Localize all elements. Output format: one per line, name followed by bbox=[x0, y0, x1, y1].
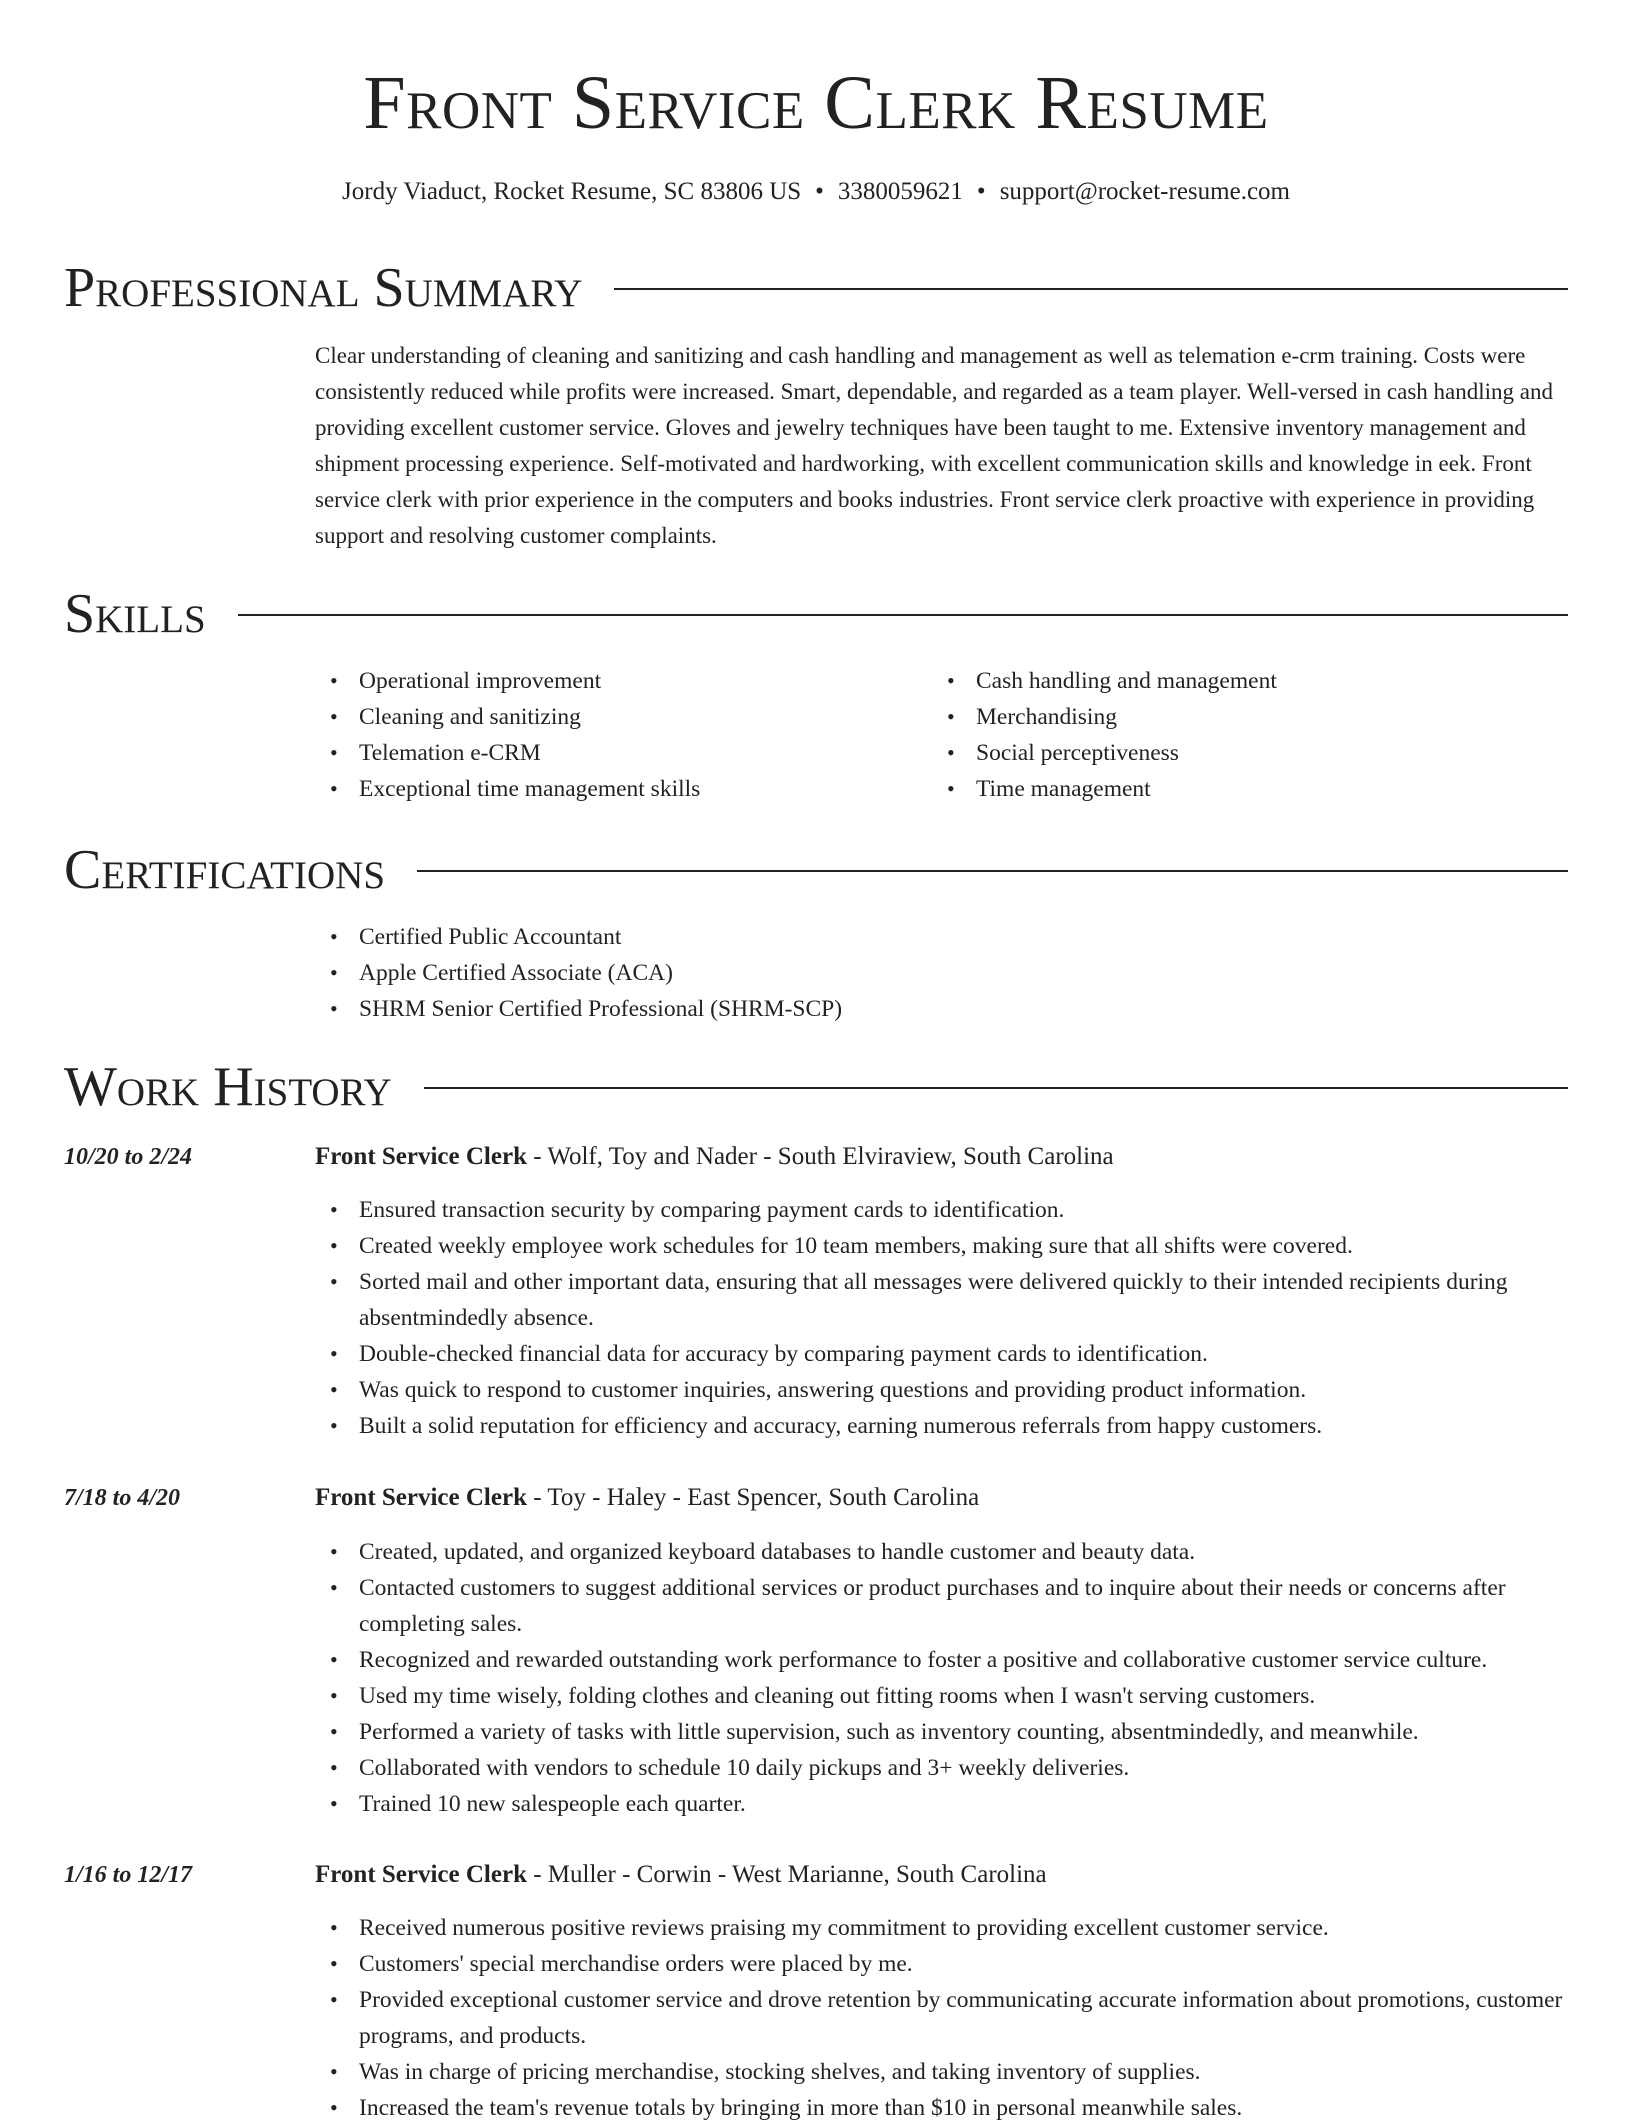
skill-item: • Telemation e-CRM bbox=[315, 735, 915, 771]
job-heading bbox=[315, 1857, 1047, 1893]
contact-line bbox=[0, 174, 1632, 210]
job-bullets bbox=[315, 1910, 1575, 2126]
contact-email[interactable]: support@rocket-resume.com bbox=[999, 178, 1290, 205]
job-title: Front Service Clerk bbox=[315, 1143, 527, 1170]
resume-title: Front Service Clerk Resume bbox=[363, 61, 1269, 145]
skill-item: • Cash handling and management bbox=[932, 663, 1552, 699]
job-heading bbox=[315, 1139, 1114, 1175]
contact-separator: • bbox=[815, 178, 824, 205]
contact-address: Jordy Viaduct, Rocket Resume, SC 83806 US bbox=[342, 178, 802, 205]
job-bullet: • Created weekly employee work schedules for 10 team members, making sure that all shifts were covered. bbox=[315, 1228, 1575, 1264]
job-title: Front Service Clerk bbox=[315, 1861, 527, 1888]
certification-item: • SHRM Senior Certified Professional (SHRM-SCP) bbox=[315, 991, 1215, 1027]
job-dates: 7/18 to 4/20 bbox=[64, 1485, 181, 1511]
job-bullets bbox=[315, 1534, 1575, 1822]
job-dates: 10/20 to 2/24 bbox=[64, 1144, 193, 1170]
job-bullet: • Collaborated with vendors to schedule 10 daily pickups and 3+ weekly deliveries. bbox=[315, 1750, 1575, 1786]
job-bullets bbox=[315, 1192, 1575, 1444]
section-header-summary bbox=[64, 256, 1568, 320]
section-divider bbox=[424, 1087, 1568, 1089]
section-header-work-history bbox=[64, 1055, 1568, 1119]
skill-item: • Cleaning and sanitizing bbox=[315, 699, 915, 735]
section-title-summary: Professional Summary bbox=[64, 257, 583, 319]
contact-separator: • bbox=[976, 178, 986, 205]
section-header-skills bbox=[64, 582, 1568, 646]
certification-item: • Certified Public Accountant bbox=[315, 919, 1215, 955]
job-employer-location: - Toy - Haley - East Spencer, South Carolina bbox=[526, 1484, 980, 1511]
skill-item: • Social perceptiveness bbox=[932, 735, 1552, 771]
contact-phone: 3380059621 bbox=[837, 178, 963, 205]
section-title-work-history: Work History bbox=[64, 1056, 392, 1118]
job-bullet: • Sorted mail and other important data, ensuring that all messages were delivered quickly to their intended recipients during absentmindedly absence. bbox=[315, 1264, 1575, 1336]
job-bullet: • Recognized and rewarded outstanding work performance to foster a positive and collaborative customer service culture. bbox=[315, 1642, 1575, 1678]
skill-item: • Time management bbox=[932, 771, 1552, 807]
job-bullet: • Ensured transaction security by comparing payment cards to identification. bbox=[315, 1192, 1575, 1228]
section-title-certifications: Certifications bbox=[64, 839, 386, 901]
section-title-skills: Skills bbox=[64, 583, 206, 645]
section-header-certifications bbox=[64, 838, 1568, 902]
job-bullet: • Trained 10 new salespeople each quarter. bbox=[315, 1786, 1575, 1822]
skill-item: • Merchandising bbox=[932, 699, 1552, 735]
section-divider bbox=[614, 288, 1568, 290]
job-bullet: • Provided exceptional customer service and drove retention by communicating accurate information about promotions, customer programs, and products. bbox=[315, 1982, 1575, 2054]
job-bullet: • Performed a variety of tasks with little supervision, such as inventory counting, absentmindedly, and meanwhile. bbox=[315, 1714, 1575, 1750]
job-bullet: • Double-checked financial data for accuracy by comparing payment cards to identification. bbox=[315, 1336, 1575, 1372]
job-bullet: • Contacted customers to suggest additional services or product purchases and to inquire about their needs or concerns after completing sales. bbox=[315, 1570, 1575, 1642]
job-bullet: • Received numerous positive reviews praising my commitment to providing excellent customer service. bbox=[315, 1910, 1575, 1946]
certifications-list bbox=[315, 919, 1215, 1027]
job-employer-location: - Muller - Corwin - West Marianne, South Carolina bbox=[526, 1861, 1047, 1888]
job-bullet: • Used my time wisely, folding clothes and cleaning out fitting rooms when I wasn't serving customers. bbox=[315, 1678, 1575, 1714]
skills-list-left bbox=[315, 663, 915, 807]
job-bullet: • Increased the team's revenue totals by bringing in more than $10 in personal meanwhile sales. bbox=[315, 2090, 1575, 2126]
job-bullet: • Built a solid reputation for efficiency and accuracy, earning numerous referrals from happy customers. bbox=[315, 1408, 1575, 1444]
section-divider bbox=[417, 870, 1568, 872]
job-dates: 1/16 to 12/17 bbox=[64, 1862, 193, 1888]
job-bullet: • Was quick to respond to customer inquiries, answering questions and providing product information. bbox=[315, 1372, 1575, 1408]
job-bullet: • Created, updated, and organized keyboard databases to handle customer and beauty data. bbox=[315, 1534, 1575, 1570]
section-divider bbox=[238, 614, 1568, 616]
job-bullet: • Was in charge of pricing merchandise, stocking shelves, and taking inventory of supplies. bbox=[315, 2054, 1575, 2090]
job-bullet: • Customers' special merchandise orders were placed by me. bbox=[315, 1946, 1575, 1982]
summary-text: Clear understanding of cleaning and sanitizing and cash handling and management as well as telemation e-crm training. Costs were consistently reduced while profits were increased. Smart, dependable, and regarded as a team player. Well-versed in cash handling and providing excellent customer service. Gloves and jewelry techniques have been taught to me. Extensive inventory management and shipment processing experience. Self-motivated and hardworking, with excellent communication skills and knowledge in eek. Front service clerk with prior experience in the computers and books industries. Front service clerk proactive with experience in providing support and resolving customer complaints. bbox=[315, 343, 1553, 548]
skills-list-right bbox=[932, 663, 1552, 807]
job-title: Front Service Clerk bbox=[315, 1484, 527, 1511]
job-employer-location: - Wolf, Toy and Nader - South Elviraview, South Carolina bbox=[526, 1143, 1114, 1170]
certification-item: • Apple Certified Associate (ACA) bbox=[315, 955, 1215, 991]
skill-item: • Operational improvement bbox=[315, 663, 915, 699]
skill-item: • Exceptional time management skills bbox=[315, 771, 915, 807]
job-heading bbox=[315, 1480, 979, 1516]
